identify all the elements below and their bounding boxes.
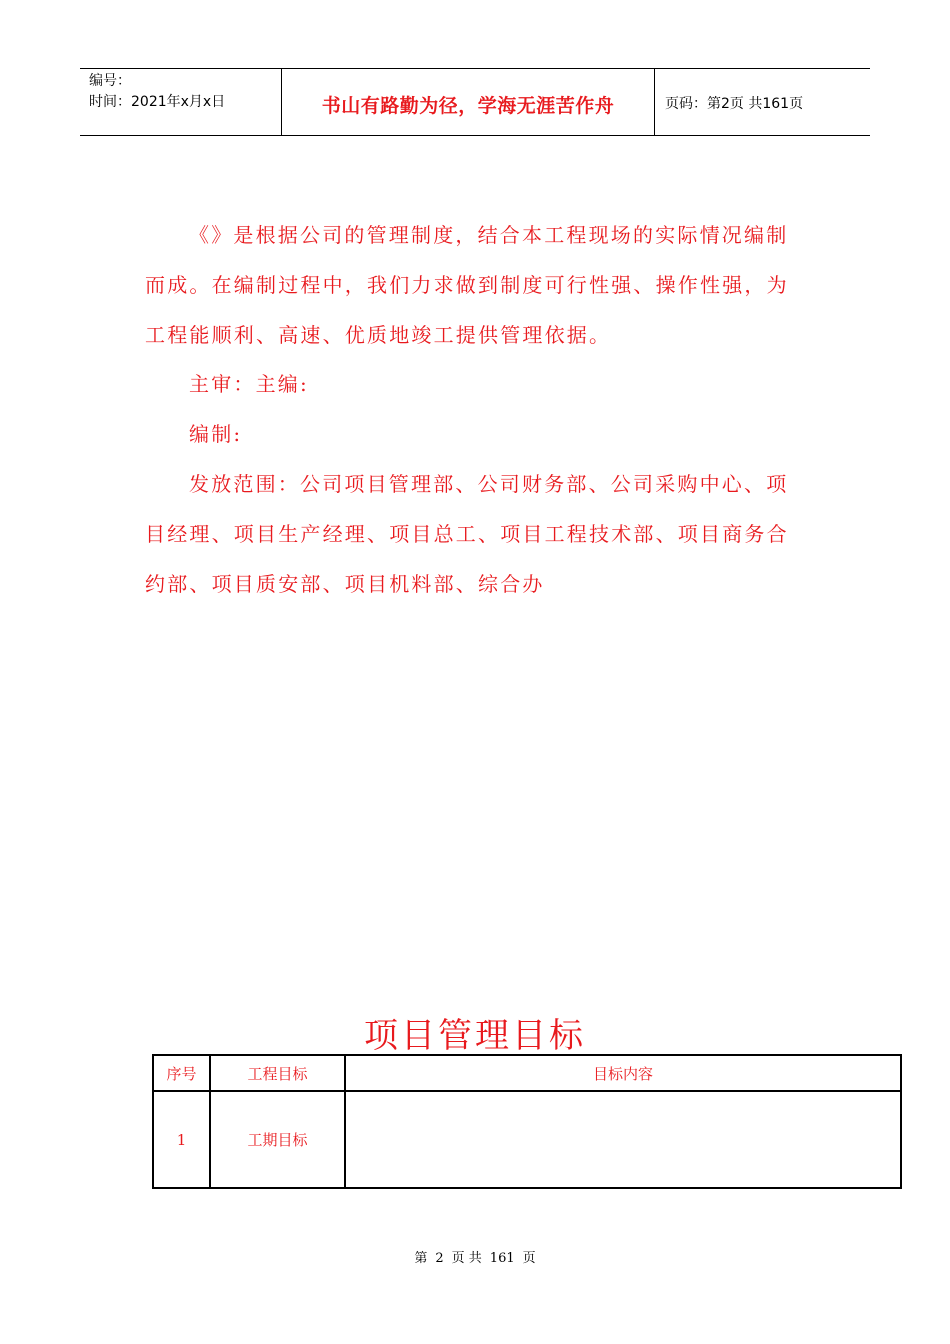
header-number-label: 编号：: [89, 73, 131, 89]
header-motto: 书山有路勤为径，学海无涯苦作舟: [321, 95, 615, 117]
header-divider-right: [654, 69, 655, 135]
footer-suffix: 页: [522, 1251, 536, 1266]
distribution-paragraph: 发放范围：公司项目管理部、公司财务部、公司采购中心、项目经理、项目生产经理、项目总工、项目工程技术部、项目商务合约部、项目质安部、项目机料部、综合办: [145, 472, 789, 596]
footer-mid: 页 共: [451, 1251, 482, 1266]
page-header: [80, 68, 870, 136]
footer-page-number: 2: [435, 1251, 444, 1266]
cell-index: 1: [153, 1091, 210, 1188]
reviewers-line: 主审：主编:: [189, 372, 309, 396]
section-title: 项目管理目标: [364, 1016, 586, 1056]
table-header-row: [153, 1055, 901, 1091]
compiled-by-line: 编制:: [189, 422, 243, 446]
footer-prefix: 第: [414, 1251, 428, 1266]
goals-table: [152, 1054, 902, 1189]
page-footer: [0, 1247, 950, 1266]
col-header-content: 目标内容: [345, 1055, 901, 1091]
header-meta: [89, 71, 225, 113]
col-header-index: 序号: [153, 1055, 210, 1091]
header-time-label: 时间：2021年x月x日: [89, 94, 226, 110]
cell-content: [345, 1091, 901, 1188]
cell-goal: 工期目标: [210, 1091, 345, 1188]
intro-paragraph: 《》是根据公司的管理制度，结合本工程现场的实际情况编制而成。在编制过程中，我们力求做到制度可行性强、操作性强，为工程能顺利、高速、优质地竣工提供管理依据。: [145, 223, 789, 347]
header-page-label: 页码：第2页 共161页: [665, 96, 804, 112]
col-header-goal: 工程目标: [210, 1055, 345, 1091]
footer-total-pages: 161: [489, 1251, 515, 1266]
table-row: [153, 1091, 901, 1188]
